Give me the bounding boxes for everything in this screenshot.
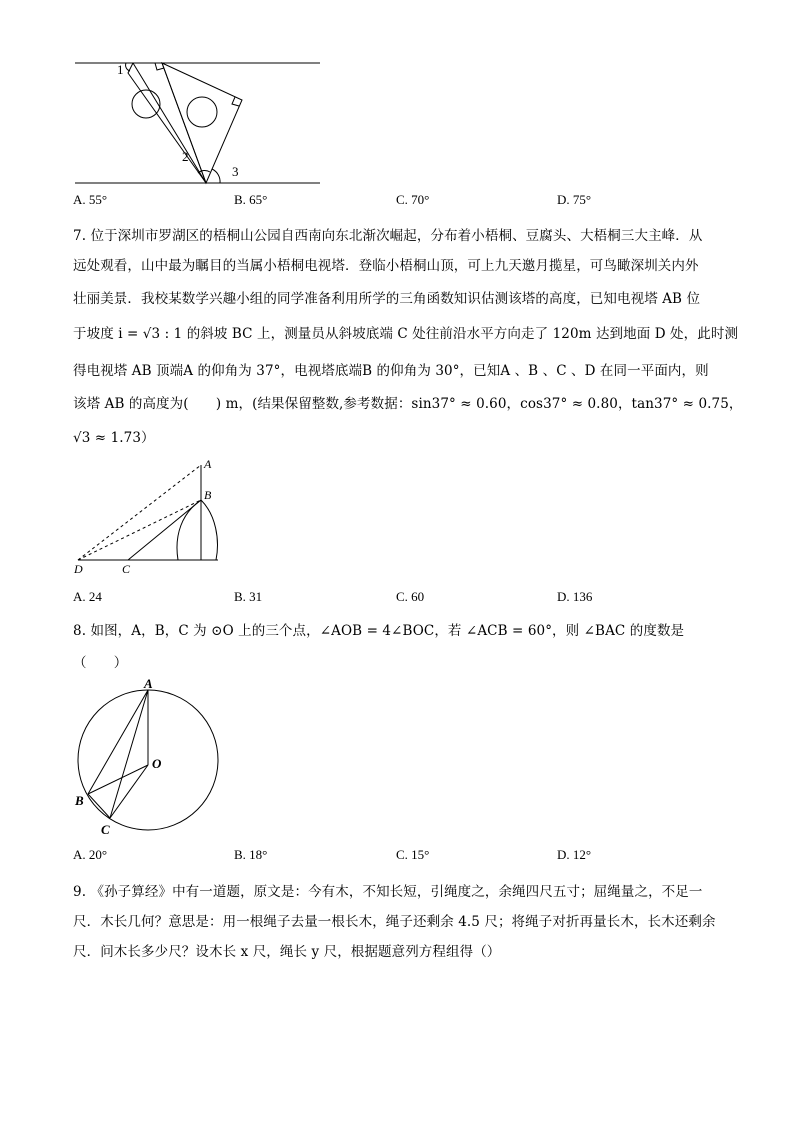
q8-label-a: A (144, 676, 153, 691)
q7-text-line-4: 于坡度 i = √3 : 1 的斜坡 BC 上，测量员从斜坡底端 C 处往前沿水平方向走了 120m 达到地面 D 处，此时测 (73, 326, 739, 342)
q7-sightline-da (78, 465, 201, 560)
q6-left-triangle (133, 63, 206, 183)
q7-text-line-7: √3 ≈ 1.73） (73, 430, 155, 446)
q7-text-line-3: 壮丽美景．我校某数学兴趣小组的同学准备利用所学的三角函数知识估测该塔的高度，已知电视塔 AB 位 (73, 291, 701, 307)
q8-segment-bc (88, 794, 110, 818)
q8-option-d: D. 12° (557, 847, 592, 862)
q8-label-o: O (152, 756, 162, 771)
q7-text-line-1: 7. 位于深圳市罗湖区的梧桐山公园自西南向东北渐次崛起，分布着小梧桐、豆腐头、大梧桐三大主峰．从 (73, 228, 703, 244)
q7-label-b: B (204, 488, 212, 502)
q8-option-c: C. 15° (396, 847, 430, 862)
q9-text-line-1: 9. 《孙子算经》中有一道题，原文是：今有木，不知长短，引绳度之，余绳四尺五寸；屈绳量之，不足一 (73, 884, 703, 900)
q6-option-c: C. 70° (396, 192, 430, 207)
q6-option-d: D. 75° (557, 192, 592, 207)
q7-label-c: C (122, 562, 131, 576)
q8-option-a: A. 20° (73, 847, 108, 862)
q7-hill-left (177, 500, 201, 560)
q8-label-b: B (75, 793, 84, 808)
q7-option-c: C. 60 (396, 589, 425, 604)
q8-segment-oc (110, 765, 148, 818)
q8-segment-ac (110, 690, 148, 818)
q7-text-line-2: 远处观看，山中最为瞩目的当属小梧桐电视塔．登临小梧桐山顶，可上九天邀月揽星，可鸟瞰深圳关内外 (73, 258, 699, 274)
q8-figure (70, 672, 230, 842)
q6-figure (70, 55, 330, 190)
q8-text-line-1: 8. 如图，A，B，C 为 ⊙O 上的三个点，∠AOB = 4∠BOC，若 ∠ACB = 60°，则 ∠BAC 的度数是 (73, 623, 685, 639)
q8-option-b: B. 18° (234, 847, 268, 862)
q7-option-b: B. 31 (234, 589, 263, 604)
q6-left-triangle-side (128, 63, 206, 183)
q7-option-a: A. 24 (73, 589, 102, 604)
q6-label-3: 3 (232, 164, 239, 179)
q6-right-triangle (162, 63, 242, 183)
q7-text-line-6: 该塔 AB 的高度为( ) m，(结果保留整数,参考数据：sin37° ≈ 0.60，cos37° ≈ 0.80，tan37° ≈ 0.75， (73, 396, 743, 412)
q6-option-a: A. 55° (73, 192, 108, 207)
q8-text-line-2: （ ） (73, 655, 128, 671)
q6-option-b: B. 65° (234, 192, 268, 207)
q7-option-d: D. 136 (557, 589, 593, 604)
q7-text-line-5: 得电视塔 AB 顶端A 的仰角为 37°，电视塔底端B 的仰角为 30°，已知A 、B 、C 、D 在同一平面内，则 (73, 363, 709, 379)
q6-left-triangle-hole (132, 90, 160, 118)
q7-label-a: A (204, 457, 212, 471)
q6-label-2: 2 (182, 149, 189, 164)
q8-label-c: C (101, 822, 110, 837)
q9-text-line-3: 尺．问木长多少尺？设木长 x 尺，绳长 y 尺，根据题意列方程组得（） (73, 944, 501, 960)
q7-hill-right (201, 500, 217, 560)
q7-figure (70, 455, 230, 580)
q7-label-d: D (74, 562, 83, 576)
q6-angle-arc-3 (212, 169, 220, 183)
q6-right-triangle-hole (187, 97, 217, 127)
q9-text-line-2: 尺．木长几何？意思是：用一根绳子去量一根长木，绳子还剩余 4.5 尺；将绳子对折再量长木，长木还剩余 (73, 914, 716, 930)
q6-label-1: 1 (117, 62, 124, 77)
